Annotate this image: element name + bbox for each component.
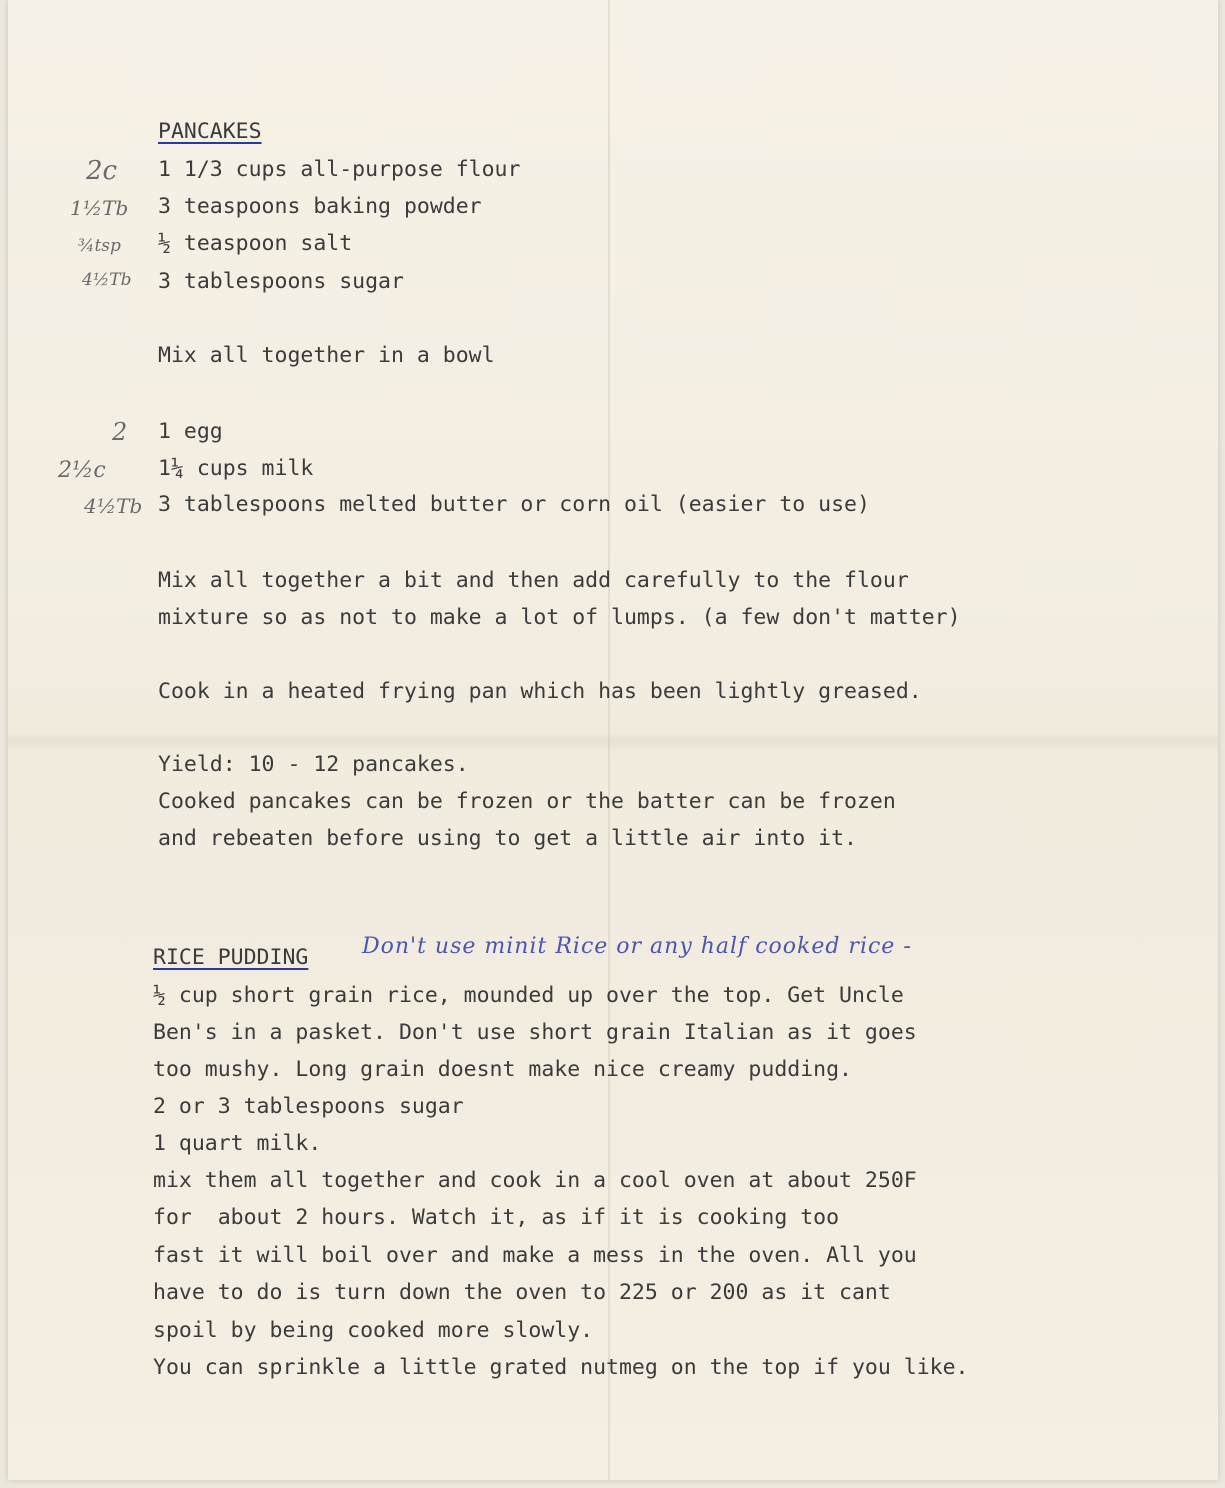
rice-pudding-line: 2 or 3 tablespoons sugar — [153, 1094, 464, 1119]
rice-pudding-line: have to do is turn down the oven to 225 or 200 as it cant — [153, 1280, 891, 1305]
margin-note-flour: 2c — [86, 156, 118, 186]
pancakes-freeze-1: Cooked pancakes can be frozen or the batter can be frozen — [158, 789, 896, 814]
pancakes-step-cook: Cook in a heated frying pan which has been lightly greased. — [158, 679, 922, 704]
rice-pudding-handwritten-note: Don't use minit Rice or any half cooked rice - — [362, 934, 912, 959]
rice-pudding-line: for about 2 hours. Watch it, as if it is cooking too — [153, 1205, 840, 1230]
margin-note-baking-powder: 1½Tb — [70, 196, 129, 220]
ingredient-milk: 1¼ cups milk — [158, 456, 314, 481]
pancakes-yield: Yield: 10 - 12 pancakes. — [158, 752, 469, 777]
ingredient-baking-powder: 3 teaspoons baking powder — [158, 194, 482, 219]
ingredient-salt: ½ teaspoon salt — [158, 231, 353, 256]
pancakes-step-mix-dry: Mix all together in a bowl — [158, 343, 495, 368]
pancakes-step-combine-1: Mix all together a bit and then add carefully to the flour — [158, 568, 909, 593]
margin-note-sugar: 4½Tb — [82, 270, 132, 290]
margin-note-egg: 2 — [112, 418, 128, 446]
rice-pudding-line: 1 quart milk. — [153, 1131, 322, 1156]
rice-pudding-line: You can sprinkle a little grated nutmeg on the top if you like. — [153, 1355, 969, 1380]
rice-pudding-line: fast it will boil over and make a mess in the oven. All you — [153, 1243, 917, 1268]
rice-pudding-line: mix them all together and cook in a cool oven at about 250F — [153, 1168, 917, 1193]
rice-pudding-line: too mushy. Long grain doesnt make nice creamy pudding. — [153, 1057, 852, 1082]
pancakes-freeze-2: and rebeaten before using to get a little air into it. — [158, 826, 857, 851]
pancakes-title: PANCAKES — [158, 119, 262, 144]
ingredient-sugar: 3 tablespoons sugar — [158, 269, 404, 294]
rice-pudding-line: spoil by being cooked more slowly. — [153, 1318, 594, 1343]
ingredient-butter: 3 tablespoons melted butter or corn oil (easier to use) — [158, 492, 870, 517]
rice-pudding-line: ½ cup short grain rice, mounded up over the top. Get Uncle — [153, 983, 904, 1008]
margin-note-butter: 4½Tb — [84, 494, 143, 518]
ingredient-flour: 1 1/3 cups all-purpose flour — [158, 157, 521, 182]
rice-pudding-line: Ben's in a pasket. Don't use short grain Italian as it goes — [153, 1020, 917, 1045]
ingredient-egg: 1 egg — [158, 419, 223, 444]
margin-note-milk: 2½c — [58, 458, 106, 483]
margin-note-salt: ¾tsp — [78, 236, 121, 256]
pancakes-step-combine-2: mixture so as not to make a lot of lumps. (a few don't matter) — [158, 605, 961, 630]
rice-pudding-title: RICE PUDDING — [153, 945, 309, 970]
